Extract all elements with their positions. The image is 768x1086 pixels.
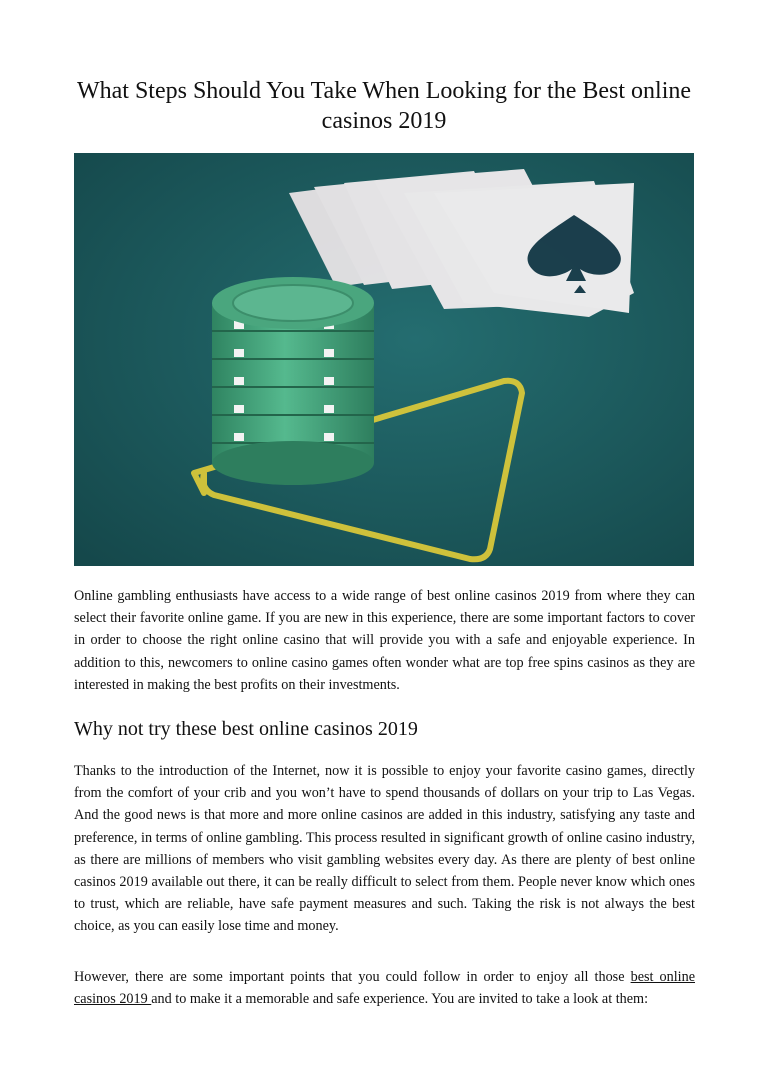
closing-paragraph (74, 966, 695, 1010)
section-heading: Why not try these best online casinos 2019 (74, 718, 418, 740)
casino-table-photo (74, 153, 694, 566)
intro-paragraph: Online gambling enthusiasts have access to a wide range of best online casinos 2019 from where they can select their favorite online game. If you are new in this experience, there are some important factors to cover in order to choose the right online casino that will provide you with a safe and enjoyable experience. In addition to this, newcomers to online casino games often wonder what are top free spins casinos as they are interested in making the best profits on their investments. (74, 588, 695, 693)
closing-text-after: and to make it a memorable and safe experience. You are invited to take a look at them: (151, 991, 649, 1008)
chip-stack (212, 277, 374, 485)
document-title: What Steps Should You Take When Looking for the Best online casinos 2019 (76, 78, 692, 134)
best-online-casinos-link[interactable]: best online casinos 2019 (74, 969, 695, 1008)
closing-text-before: However, there are some important points that you could follow in order to enjoy all those (74, 969, 631, 985)
body-paragraph: Thanks to the introduction of the Internet, now it is possible to enjoy your favorite casino games, directly from the comfort of your crib and you won’t have to spend thousands of dollars on your trip to Las Vegas. And the good news is that more and more online casinos are added in this industry, satisfying any taste and preference, in terms of online gambling. This process resulted in significant growth of online casino industry, as there are millions of members who visit gambling websites every day. As there are plenty of best online casinos 2019 available out there, it can be really difficult to select from them. People never know which ones to trust, which are reliable, have safe payment measures and such. Taking the risk is not always the best choice, as you can easily lose time and money. (74, 763, 695, 935)
